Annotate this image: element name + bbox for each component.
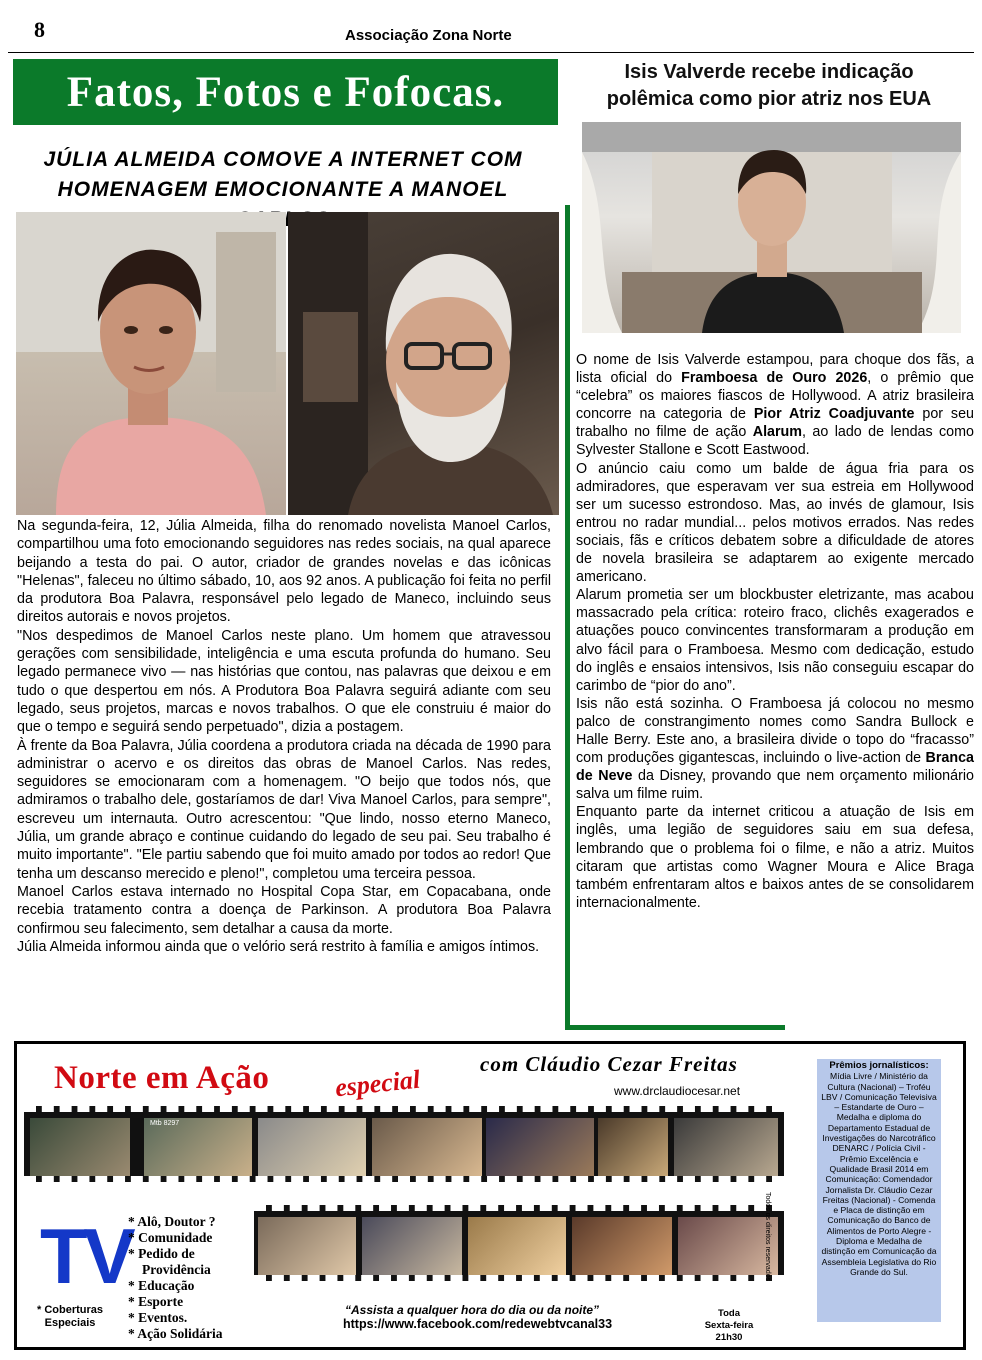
tv-logo-icon: TV (40, 1212, 132, 1300)
left-paragraph: Manoel Carlos estava internado no Hospital Copa Star, em Copacabana, onde recebia tratamento contra a doença de Parkinson. A produtora Boa Palavra confirmou seu falecimento, sem detalhar a causa da morte. (17, 883, 551, 937)
right-article-body (576, 351, 974, 912)
film-strip-top (24, 1106, 784, 1182)
section-banner (13, 59, 558, 125)
publication-name: Associação Zona Norte (345, 27, 512, 44)
ad-website-link[interactable]: www.drclaudiocesar.net (614, 1084, 741, 1098)
right-paragraph: Alarum prometia ser um blockbuster eletrizante, mas acabou massacrado pela crítica: roteiro fraco, clichês exagerados e atuações pouco convincentes transformaram a produção em alvo fácil para o Framboesa. Mesmo com dedicação, estudo do inglês e ensaios intensivos, Isis não conseguiu escapar do carimbo de “pior do ano”. (576, 587, 974, 694)
right-headline-line2: polêmica como pior atriz nos EUA (606, 88, 932, 110)
right-article-headline (574, 59, 964, 113)
left-article-body (17, 517, 551, 956)
film-frame (674, 1118, 778, 1176)
page-number: 8 (34, 17, 45, 42)
ad-schedule (694, 1308, 764, 1344)
film-frame (468, 1217, 566, 1275)
photo-isis-valverde (582, 122, 961, 333)
film-frame (144, 1118, 252, 1176)
section-banner-title: Fatos, Fotos e Fofocas. (66, 68, 505, 116)
frame-label: Mtb 8297 (150, 1120, 180, 1127)
woman-portrait-icon (582, 122, 961, 333)
left-paragraph: Júlia Almeida informou ainda que o velório será restrito à família e amigos íntimos. (17, 938, 540, 955)
ad-host: com Cláudio Cezar Freitas (480, 1052, 738, 1076)
film-frame (362, 1217, 462, 1275)
list-item: * Eventos. (128, 1310, 188, 1325)
column-divider-horizontal (565, 1025, 785, 1030)
ad-slogan: “Assista a qualquer hora do dia ou da noite” (345, 1303, 600, 1317)
right-paragraph: Enquanto parte da internet criticou a atuação de Isis em inglês, uma legião de seguidores saiu em sua defesa, lembrando que o problema foi o filme, e não a atriz. Muitos citaram que artistas como Wagner Moura e Alice Braga também enfrentaram altos e baixos antes de se consolidarem internacionalmente. (576, 804, 974, 911)
column-divider-vertical (565, 205, 570, 1030)
awards-title: Prêmios jornalísticos: (829, 1060, 929, 1071)
film-frame (258, 1217, 356, 1275)
list-item: Providência (142, 1262, 211, 1277)
awards-text: Mídia Livre / Ministério da Cultura (Nacional) – Troféu LBV / Comunicação Televisiva – Estandarte de Ouro – Medalha e diploma do Departamento Estadual de Investigações do Narcotráfico DENARC / Polícia Civil - Prêmio Excelência e Qualidade Brasil 2014 em Comunicação: Comendador Jornalista Dr. Cláudio Cezar Freitas (Nacional) - Comenda e Placa de distinção em Comunicação do Banco de Alimentos de Porto Alegre - Diploma e Medalha de distinção em Comunicação da Assembleia Legislativa do Rio Grande do Sul. (821, 1071, 937, 1277)
schedule-day-label: Toda (718, 1308, 740, 1319)
list-item: * Educação (128, 1278, 195, 1293)
film-frame (598, 1118, 668, 1176)
awards-box (817, 1059, 941, 1322)
left-headline-line1: JÚLIA ALMEIDA COMOVE A INTERNET COM (43, 148, 523, 171)
ad-especial: especial (333, 1064, 422, 1103)
right-paragraph: O nome de Isis Valverde estampou, para choque dos fãs, a lista oficial do Framboesa de Ouro 2026, o prêmio que “celebra” os maiores fiascos de Hollywood. A atriz brasileira concorre na categoria de Pior Atriz Coadjuvante por seu trabalho no filme de ação Alarum, ao lado de lendas como Sylvester Stallone e Scott Eastwood. (576, 352, 974, 459)
tv-note: * Coberturas Especiais (36, 1304, 104, 1329)
left-paragraph: Na segunda-feira, 12, Júlia Almeida, filha do renomado novelista Manoel Carlos, compartilhou uma foto emocionando seguidores nas redes sociais, na qual aparece beijando a testa do pai. O autor, criador de grandes novelas e das icônicas "Helenas", faleceu no último sábado, 10, aos 92 anos. A publicação foi feita no perfil da produtora Boa Palavra, responsável pelo legado de Maneco, incluindo seus direitos autorais e novos projetos. (17, 518, 551, 626)
list-item: * Alô, Doutor ? (128, 1214, 216, 1229)
film-strip-bottom (254, 1205, 784, 1281)
woman-portrait-icon (16, 212, 286, 515)
right-paragraph: O anúncio caiu como um balde de água fria para os admiradores, que esperavam ver sua estreia em Hollywood ser um sucesso estrondoso. Mas, ao invés de glamour, Isis entrou no radar mundial... pelos motivos errados. Nas redes sociais, fãs e críticos debatem sobre a dificuldade de atores de novela brasileira se adaptarem ao exigente mercado americano. (576, 460, 974, 586)
film-frame (372, 1118, 482, 1176)
ad-facebook-link[interactable]: https://www.facebook.com/redewebtvcanal33 (343, 1317, 613, 1331)
film-frame (258, 1118, 366, 1176)
photo-manoel-carlos (288, 212, 559, 515)
right-headline-line1: Isis Valverde recebe indicação (624, 61, 914, 83)
man-portrait-icon (288, 212, 559, 515)
ad-title: Norte em Ação (54, 1060, 270, 1096)
right-paragraph: Isis não está sozinha. O Framboesa já colocou no mesmo palco de constrangimento nomes como Sandra Bullock e Halle Berry. Este ano, a brasileira divide o topo do “fracasso” com produções gigantescas, incluindo o live-action de Branca de Neve da Disney, provando que nem orçamento milionário salva um filme ruim. (576, 695, 974, 803)
list-item: * Ação Solidária (128, 1326, 223, 1341)
film-frame (678, 1217, 778, 1275)
list-item: * Pedido de (128, 1246, 195, 1261)
ad-rights-notice: Todos os direitos reservados (764, 1192, 771, 1282)
film-frame (30, 1118, 130, 1176)
photo-julia-almeida (16, 212, 286, 515)
left-paragraph: "Nos despedimos de Manoel Carlos neste plano. Um homem que atravessou gerações com sensibilidade, inteligência e uma escuta profunda do humano. Seu legado permanece vivo — nas histórias que contou, nas palavras que deixou e em tudo o que despertou em nós. A Produtora Boa Palavra seguirá adiante com seu legado, seus projetos, marcas e novos trabalhos. O que ele construiu é maior do que o tempo e seguirá sendo perpetuado", dizia a postagem. (17, 627, 551, 736)
schedule-time-label: Sexta-feira 21h30 (704, 1320, 754, 1343)
left-paragraph: À frente da Boa Palavra, Júlia coordena a produtora criada na década de 1990 para administrar o acervo e os direitos das obras de Manoel Carlos. Nas redes, seguidores se emocionaram com a homenagem. "O beijo que todos nós, que admiramos o trabalho dele, gostaríamos de dar! Viva Manoel Carlos, para sempre", escreveu um internauta. Outro acrescentou: "Que lindo, nosso eterno Maneco, Júlia, um grande abraço e continue cuidando do legado de seu pai. Seu trabalho é muito importante". "Ele partiu sabendo que foi muito amado por todos ao redor! Que tenha um descanso merecido e pleno!", completou uma terceira pessoa. (17, 737, 551, 882)
list-item: * Comunidade (128, 1230, 213, 1245)
ad-program-list (128, 1214, 223, 1342)
film-frame (486, 1118, 594, 1176)
list-item: * Esporte (128, 1294, 184, 1309)
film-frame (572, 1217, 672, 1275)
header-rule (8, 52, 974, 53)
left-headline-line2: HOMENAGEM EMOCIONANTE A MANOEL (57, 178, 509, 201)
